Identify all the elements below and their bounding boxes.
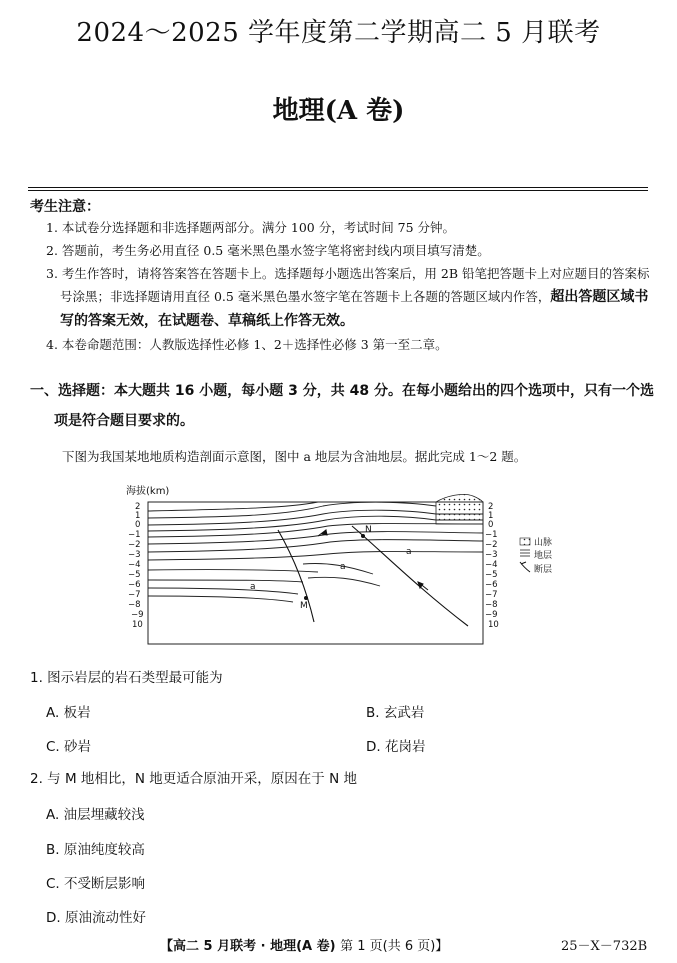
notice-emphasis: 超出答题区域书写的答案无效，在试题卷、草稿纸上作答无效。 [60,289,649,329]
notice-item [30,262,655,333]
fault-arrows [318,530,428,590]
tick-label: 2 [135,502,141,512]
answer-option: C. 砂岩 [46,739,92,755]
tick-label: −7 [485,590,498,600]
section-line: 项是符合题目要求的。 [54,413,194,429]
tick-label: −3 [128,550,141,560]
question-stem: 2. 与 M 地相比，N 地更适合原油开采，原因在于 N 地 [30,771,357,787]
tick-label: −3 [485,550,498,560]
subject-title: 地理(A 卷) [272,96,405,126]
answer-option: B. 玄武岩 [366,705,425,721]
strata-lines [148,502,483,602]
label-a: a [340,562,346,572]
notice-list [30,216,655,356]
notice-heading: 考生注意： [30,199,100,215]
answer-option: A. 板岩 [46,705,91,721]
tick-label: −7 [128,590,141,600]
tick-label: −5 [128,570,141,580]
legend-swatch-fault [520,562,530,572]
tick-label: 1 [488,511,494,521]
divider-rule [28,190,648,191]
footer-page-number: 第 1 页(共 6 页)】 [340,939,449,954]
legend-swatch-strata [520,550,530,556]
tick-label: −1 [485,530,498,540]
question-intro: 下图为我国某地地质构造剖面示意图，图中 a 地层为含油地层。据此完成 1～2 题。 [62,449,527,464]
legend-label: 山脉 [534,538,553,548]
tick-label: −9 [485,610,498,620]
footer-code: 25－X－732B [561,939,648,954]
tick-label: −6 [485,580,498,590]
answer-option: C. 不受断层影响 [46,876,146,892]
question-stem: 1. 图示岩层的岩石类型最可能为 [30,670,223,686]
tick-label: −6 [128,580,141,590]
legend [520,536,552,575]
tick-label: 2 [488,502,494,512]
answer-option: D. 原油流动性好 [46,910,146,926]
legend-label: 断层 [534,565,553,575]
tick-label: 1 [135,511,141,521]
label-a: a [250,582,256,592]
tick-label: 10 [488,620,499,630]
tick-label: −2 [128,540,141,550]
answer-option: D. 花岗岩 [366,739,426,755]
notice-item: 2. 答题前，考生务必用直径 0.5 毫米黑色墨水签字笔将密封线内项目填写清楚。 [46,243,490,258]
tick-label: −2 [485,540,498,550]
exam-title: 2024～2025 学年度第二学期高二 5 月联考 [76,18,601,48]
tick-label: 0 [135,520,141,530]
section-heading [30,376,655,436]
tick-label: −9 [131,610,144,620]
answer-option: B. 原油纯度较高 [46,842,145,858]
notice-item: 1. 本试卷分选择题和非选择题两部分。满分 100 分，考试时间 75 分钟。 [46,220,456,235]
label-a: a [406,547,412,557]
axis-label: 海拔(km) [126,486,170,497]
label-n: N [365,525,372,535]
divider-rule [28,187,648,188]
tick-label: −5 [485,570,498,580]
answer-option: A. 油层埋藏较浅 [46,807,145,823]
tick-label: −4 [485,560,498,570]
legend-swatch-mountain [520,538,530,545]
section-line: 一、选择题：本大题共 16 小题，每小题 3 分，共 48 分。在每小题给出的四个选项中，只有一个选 [30,383,654,399]
tick-label: −8 [128,600,141,610]
label-m: M [300,601,308,611]
notice-item: 4. 本卷命题范围：人教版选择性必修 1、2＋选择性必修 3 第一至二章。 [46,337,448,352]
page-footer [160,935,448,954]
geologic-section-figure [118,478,588,650]
point-m-marker [304,596,308,600]
tick-label: −8 [485,600,498,610]
legend-label: 地层 [534,551,553,561]
tick-label: 0 [488,520,494,530]
notice-item-text: 3. 考生作答时，请将答案答在答题卡上。选择题每小题选出答案后，用 2B 铅笔把答题卡上对应题目的答案标号涂黑；非选择题请用直径 0.5 毫米黑色墨水签字笔在答题卡上各题的答题区域内作答， [46,266,650,304]
footer-exam-name: 【高二 5 月联考 · 地理(A 卷) [160,939,336,954]
tick-label: 10 [132,620,143,630]
tick-label: −4 [128,560,141,570]
fault-lines [278,526,468,626]
tick-label: −1 [128,530,141,540]
